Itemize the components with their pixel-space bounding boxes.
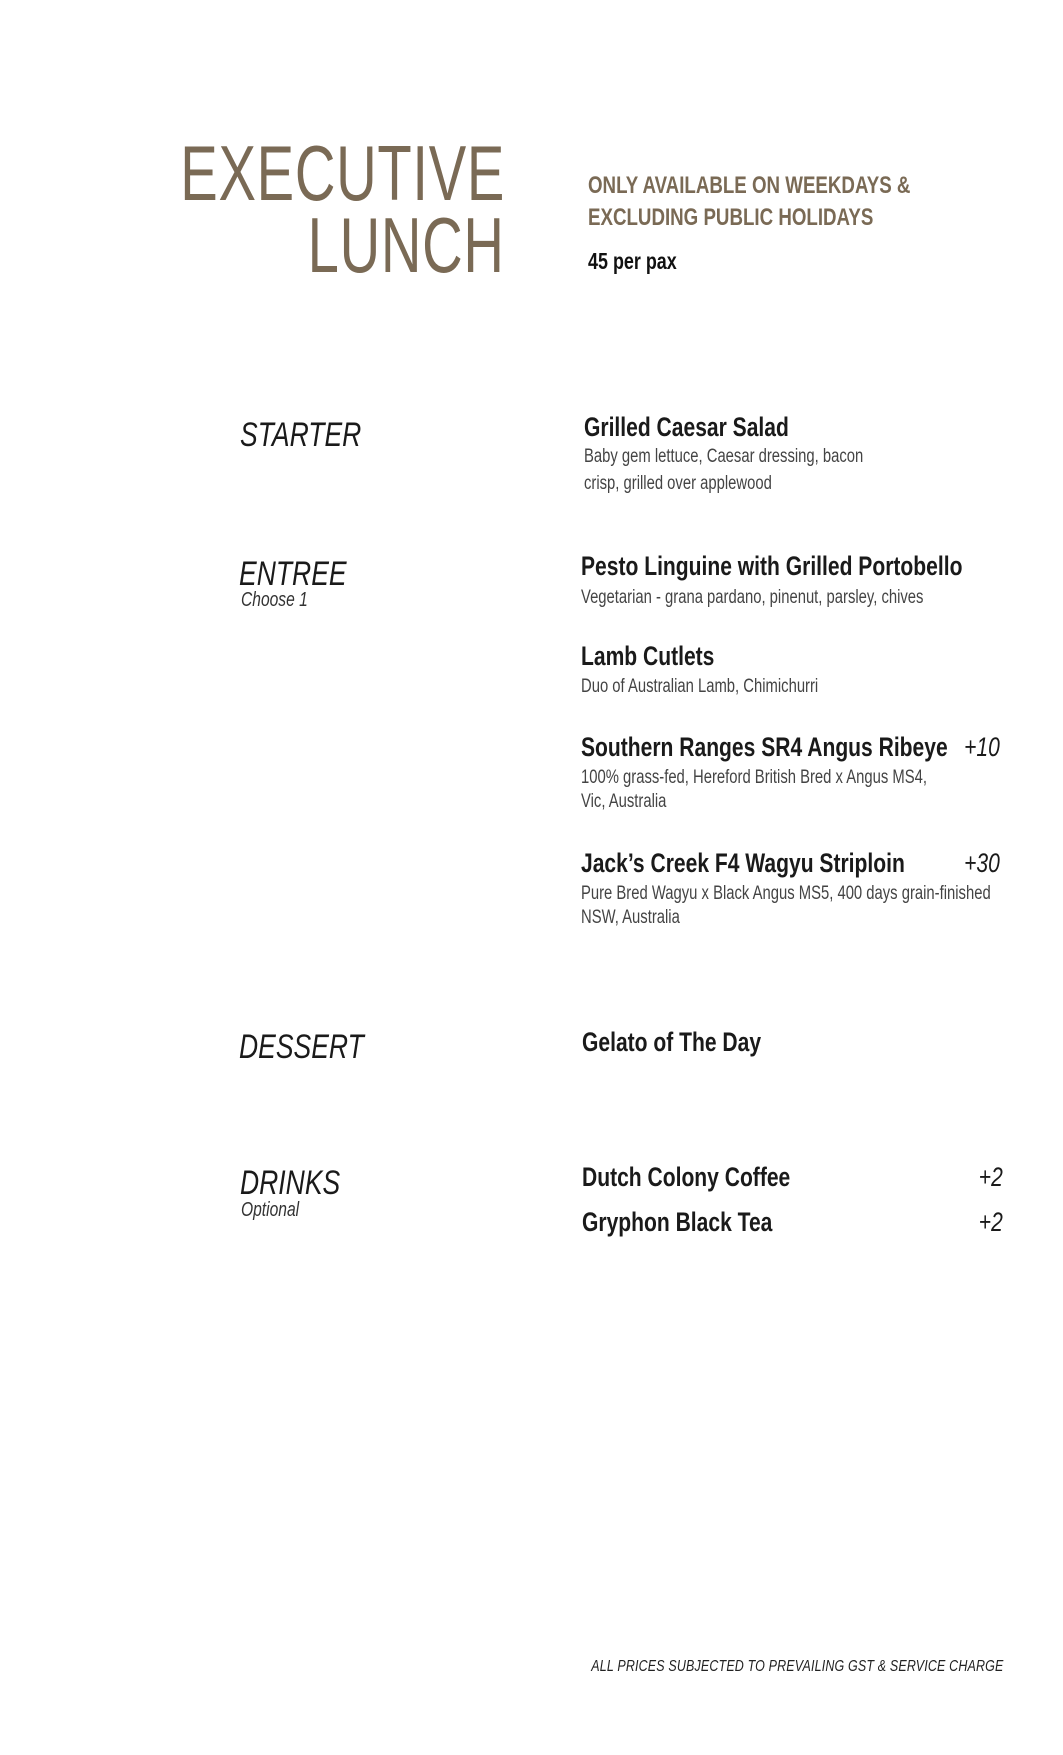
surcharge: +2 <box>978 1207 1003 1237</box>
dish-name: Jack’s Creek F4 Wagyu Striploin <box>581 848 905 878</box>
section-label-starter: STARTER <box>240 416 362 454</box>
dish-name: Gelato of The Day <box>582 1027 762 1057</box>
drink-name: Dutch Colony Coffee <box>582 1162 791 1192</box>
dish-description: Vic, Australia <box>581 791 667 812</box>
title-lunch: LUNCH <box>307 201 505 289</box>
surcharge: +10 <box>964 732 1000 762</box>
section-label-dessert: DESSERT <box>239 1028 364 1066</box>
price-per-pax: 45 per pax <box>588 248 677 274</box>
surcharge: +30 <box>964 848 1000 878</box>
dish-description: Baby gem lettuce, Caesar dressing, bacon <box>584 446 864 467</box>
drink-name: Gryphon Black Tea <box>582 1207 773 1237</box>
dish-name: Lamb Cutlets <box>581 641 715 671</box>
dish-name: Grilled Caesar Salad <box>584 412 789 442</box>
surcharge: +2 <box>978 1162 1003 1192</box>
title-executive: EXECUTIVE <box>180 129 505 217</box>
dish-description: 100% grass-fed, Hereford British Bred x Angus MS4, <box>581 767 927 788</box>
section-label-entree: ENTREE <box>239 555 347 593</box>
dish-description: Pure Bred Wagyu x Black Angus MS5, 400 days grain-finished <box>581 883 991 904</box>
section-sublabel-drinks: Optional <box>241 1199 300 1221</box>
section-sublabel-entree: Choose 1 <box>241 589 308 611</box>
section-label-drinks: DRINKS <box>240 1164 341 1202</box>
dish-description: NSW, Australia <box>581 907 680 928</box>
dish-description: crisp, grilled over applewood <box>584 473 772 494</box>
dish-name: Southern Ranges SR4 Angus Ribeye <box>581 732 948 762</box>
dish-description: Duo of Australian Lamb, Chimichurri <box>581 676 819 697</box>
dish-name: Pesto Linguine with Grilled Portobello <box>581 551 963 581</box>
availability-note-line1: ONLY AVAILABLE ON WEEKDAYS & <box>588 172 911 199</box>
footer-note: ALL PRICES SUBJECTED TO PREVAILING GST & SERVICE CHARGE <box>590 1658 1003 1675</box>
availability-note-line2: EXCLUDING PUBLIC HOLIDAYS <box>588 204 874 231</box>
dish-description: Vegetarian - grana pardano, pinenut, parsley, chives <box>581 587 924 608</box>
